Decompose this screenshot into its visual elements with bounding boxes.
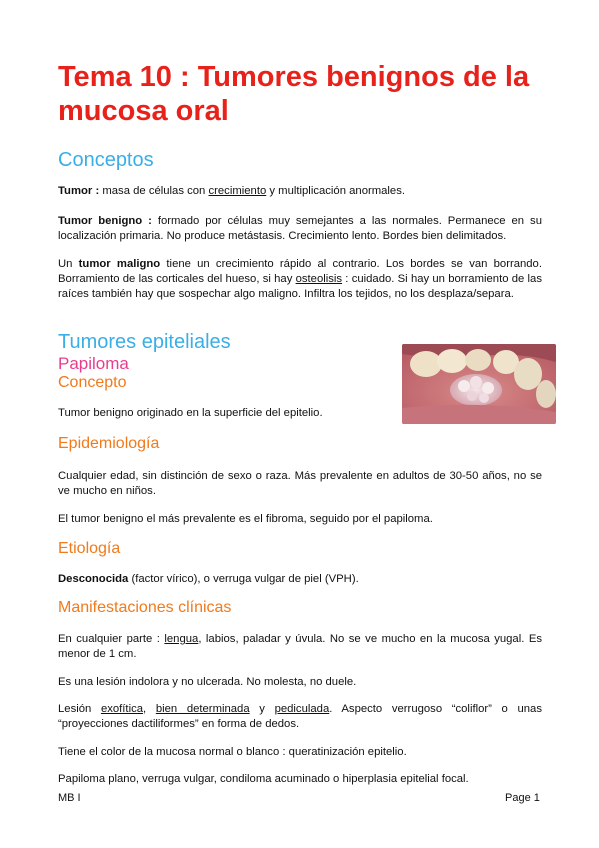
underlined-pediculada: pediculada (274, 703, 330, 715)
text-tumor-pre: masa de células con (99, 185, 209, 197)
paragraph-epidemiologia-2: El tumor benigno el más prevalente es el fibroma, seguido por el papiloma. (58, 513, 433, 525)
underlined-osteolisis: osteolisis (295, 273, 343, 285)
paragraph-tumor-benigno (58, 214, 542, 244)
paragraph-manifestaciones-2: Es una lesión indolora y no ulcerada. No molesta, no duele. (58, 676, 357, 688)
footer-left: MB I (58, 792, 81, 804)
heading-epidemiologia: Epidemiología (58, 435, 160, 452)
term-tumor-benigno: Tumor benigno : (58, 215, 152, 227)
text-etiologia: (factor vírico), o verruga vulgar de piel (VPH). (128, 573, 359, 585)
paragraph-concepto: Tumor benigno originado en la superficie del epitelio. (58, 407, 323, 419)
underlined-bien-determinada: bien determinada (155, 703, 250, 715)
term-tumor: Tumor : (58, 185, 100, 197)
paragraph-manifestaciones-4: Tiene el color de la mucosa normal o blanco : queratinización epitelio. (58, 746, 407, 758)
heading-manifestaciones-clinicas: Manifestaciones clínicas (58, 599, 232, 616)
section-heading-tumores-epiteliales: Tumores epiteliales (58, 331, 231, 353)
page-title: Tema 10 : Tumores benignos de la mucosa oral (58, 61, 530, 127)
text-m3-post: . Aspecto verrugoso “coliflor” o unas “proyecciones dactiliformes” en forma de dedos. (58, 703, 542, 730)
heading-etiologia: Etiología (58, 540, 121, 557)
paragraph-manifestaciones-3 (58, 702, 542, 732)
text-m3-pre: Lesión (58, 703, 101, 715)
underlined-crecimiento: crecimiento (208, 185, 267, 197)
paragraph-epidemiologia-1: Cualquier edad, sin distinción de sexo o raza. Más prevalente en adultos de 30-50 años, no se ve mucho en niños. (58, 470, 542, 497)
term-desconocida: Desconocida (58, 573, 129, 585)
paragraph-manifestaciones-5: Papiloma plano, verruga vulgar, condiloma acuminado o hiperplasia epitelial focal. (58, 773, 469, 785)
text-m1-post: , labios, paladar y úvula. No se ve mucho en la mucosa yugal. Es menor de 1 cm. (58, 633, 543, 660)
text-maligno-post: : cuidado. Si hay un borramiento de las raíces también hay que sospechar algo maligno. Infiltra los tejidos, no los desplaza/separa. (58, 273, 542, 300)
paragraph-etiologia (58, 572, 542, 587)
text-tumor-benigno: formado por células muy semejantes a las normales. Permanece en su localización primaria. No produce metástasis. Crecimiento lento. Bordes bien delimitados. (58, 215, 542, 242)
subsection-heading-papiloma: Papiloma (58, 354, 129, 373)
underlined-exofitica: exofítica (100, 703, 144, 715)
text-m1-pre: En cualquier parte : (58, 633, 165, 645)
underlined-lengua: lengua (164, 633, 199, 645)
paragraph-manifestaciones-1 (58, 632, 542, 662)
text-maligno-pre: Un (58, 258, 79, 270)
text-m3-sep2: y (249, 703, 275, 715)
text-m3-sep1: , (143, 703, 156, 715)
term-tumor-maligno: tumor maligno (78, 258, 161, 270)
section-heading-conceptos: Conceptos (58, 149, 154, 171)
paragraph-tumor (58, 184, 542, 199)
paragraph-tumor-maligno (58, 257, 542, 302)
text-tumor-post: y multiplicación anormales. (266, 185, 406, 197)
text-maligno-mid: tiene un crecimiento rápido al contrario. Los bordes se van borrando. Borramiento de las corticales del hueso, si hay (58, 258, 542, 285)
heading-concepto: Concepto (58, 374, 127, 391)
footer-page-number: Page 1 (505, 792, 540, 804)
